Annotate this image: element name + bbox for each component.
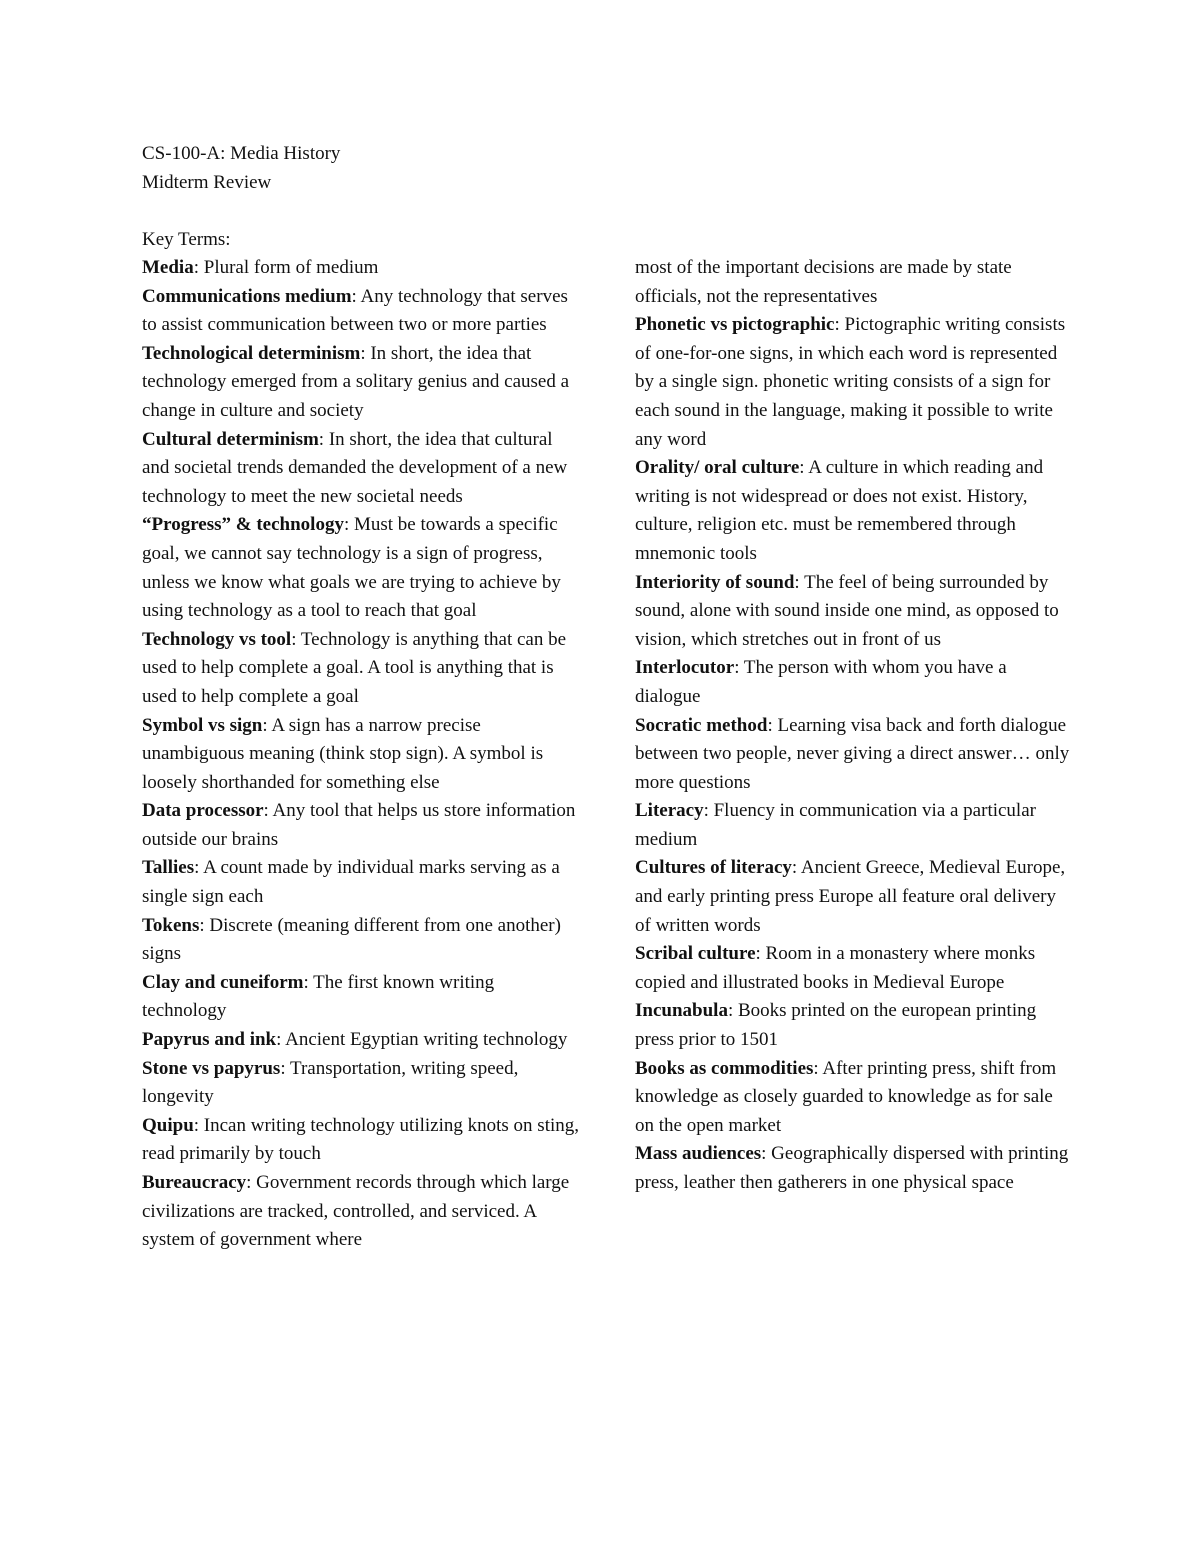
term-name: Interlocutor: [635, 657, 735, 679]
term-definition: : Any tool that helps us store information outside our brains: [142, 800, 576, 850]
term-name: Technological determinism: [142, 342, 361, 364]
term-name: Media: [142, 257, 194, 278]
term-name: Scribal culture: [635, 943, 756, 965]
term-name: Tallies: [142, 857, 195, 879]
term-name: Data processor: [142, 800, 264, 822]
term-definition: : Learning visa back and forth dialogue between two people, never giving a direct answer… only more questions: [635, 714, 1070, 793]
term-name: Socratic method: [635, 714, 768, 736]
term-definition: : In short, the idea that technology emerged from a solitary genius and caused a change in culture and society: [142, 342, 570, 421]
term-definition: : The person with whom you have a dialogue: [635, 657, 1007, 707]
section-heading: Key Terms:: [142, 228, 231, 250]
term-definition: : Transportation, writing speed, longevity: [142, 1057, 519, 1108]
term-name: Tokens: [142, 914, 200, 936]
term-entry: [635, 1055, 1075, 1141]
term-entry: [142, 1169, 582, 1255]
term-definition: : Must be towards a specific goal, we cannot say technology is a sign of progress, unless we know what goals we are trying to achieve by using technology as a tool to reach that goal: [142, 514, 561, 622]
term-definition: : Government records through which large civilizations are tracked, controlled, and serviced. A system of government where: [142, 1172, 570, 1251]
term-definition: : Technology is anything that can be used to help complete a goal. A tool is anything that is used to help complete a goal: [142, 628, 567, 707]
term-name: Quipu: [142, 1114, 194, 1136]
term-entry: [142, 854, 582, 911]
term-name: Interiority of sound: [635, 571, 795, 593]
term-name: Bureaucracy: [142, 1172, 247, 1193]
term-definition: : Ancient Egyptian writing technology: [276, 1029, 568, 1051]
term-entry: [142, 426, 582, 512]
term-definition: : Incan writing technology utilizing knots on sting, read primarily by touch: [142, 1114, 579, 1165]
term-definition: : Plural form of medium: [193, 257, 379, 278]
term-entry: [635, 712, 1075, 798]
term-definition: : Any technology that serves to assist communication between two or more parties: [142, 285, 568, 336]
term-definition: : The feel of being surrounded by sound, alone with sound inside one mind, as opposed to vision, which stretches out in front of us: [635, 571, 1059, 650]
continued-definition: most of the important decisions are made by state officials, not the representatives: [635, 257, 1012, 307]
term-definition: : Discrete (meaning different from one another) signs: [142, 914, 561, 965]
term-entry: [142, 912, 582, 969]
term-entry: [635, 1140, 1075, 1197]
term-definition: : A culture in which reading and writing is not widespread or does not exist. History, culture, religion etc. must be remembered through mnemonic tools: [635, 457, 1044, 564]
term-name: Stone vs papyrus: [142, 1057, 281, 1079]
term-name: Technology vs tool: [142, 628, 292, 650]
term-definition: : Ancient Greece, Medieval Europe, and early printing press Europe all feature oral delivery of written words: [635, 857, 1066, 936]
term-entry: [635, 569, 1075, 655]
term-name: Communications medium: [142, 285, 352, 307]
term-entry: [635, 854, 1075, 940]
term-name: Cultural determinism: [142, 428, 319, 450]
term-entry: [635, 997, 1075, 1054]
term-definition: : Fluency in communication via a particular medium: [635, 800, 1036, 850]
term-entry: [142, 1112, 582, 1169]
term-entry: [142, 1026, 582, 1055]
course-title: CS-100-A: Media History: [142, 143, 341, 164]
term-entry: [142, 969, 582, 1026]
term-definition: : After printing press, shift from knowledge as closely guarded to knowledge as for sale on the open market: [635, 1057, 1057, 1136]
blank-line: [142, 197, 582, 226]
left-column: [142, 254, 582, 1255]
term-entry: [142, 511, 582, 625]
term-entry: [635, 797, 1075, 854]
term-entry: [635, 654, 1075, 711]
term-definition: : Pictographic writing consists of one-for-one signs, in which each word is represented by a single sign. phonetic writing consists of a sign for each sound in the language, making it possible to write any word: [635, 314, 1066, 450]
term-definition: : The first known writing technology: [142, 971, 495, 1022]
term-entry: [635, 454, 1075, 568]
term-entry: [142, 254, 582, 283]
right-column: [635, 254, 1075, 1198]
term-name: Books as commodities: [635, 1057, 814, 1079]
term-definition: : Geographically dispersed with printing press, leather then gatherers in one physical space: [635, 1143, 1069, 1193]
term-entry: [142, 283, 582, 340]
term-name: Cultures of literacy: [635, 857, 792, 879]
term-definition: : Books printed on the european printing press prior to 1501: [635, 1000, 1037, 1051]
term-name: Phonetic vs pictographic: [635, 314, 835, 336]
term-entry: [142, 340, 582, 426]
term-definition: : A count made by individual marks serving as a single sign each: [142, 857, 560, 908]
term-entry: [142, 712, 582, 798]
term-entry: [142, 1055, 582, 1112]
term-definition: : In short, the idea that cultural and societal trends demanded the development of a new technology to meet the new societal needs: [142, 428, 568, 507]
document-header: [142, 140, 582, 254]
term-name: Mass audiences: [635, 1143, 762, 1165]
term-entry: [635, 311, 1075, 454]
term-name: Clay and cuneiform: [142, 971, 304, 993]
term-entry: [635, 940, 1075, 997]
term-name: Literacy: [635, 800, 704, 822]
term-name: Incunabula: [635, 1000, 728, 1022]
term-name: Papyrus and ink: [142, 1029, 277, 1051]
term-entry: [142, 797, 582, 854]
term-definition: : Room in a monastery where monks copied and illustrated books in Medieval Europe: [635, 943, 1036, 993]
term-entry: [142, 626, 582, 712]
document-subtitle: Midterm Review: [142, 171, 272, 193]
term-name: “Progress” & technology: [142, 514, 344, 536]
term-name: Orality/ oral culture: [635, 457, 800, 479]
term-definition: : A sign has a narrow precise unambiguous meaning (think stop sign). A symbol is loosely shorthanded for something else: [142, 714, 544, 793]
term-name: Symbol vs sign: [142, 714, 263, 736]
